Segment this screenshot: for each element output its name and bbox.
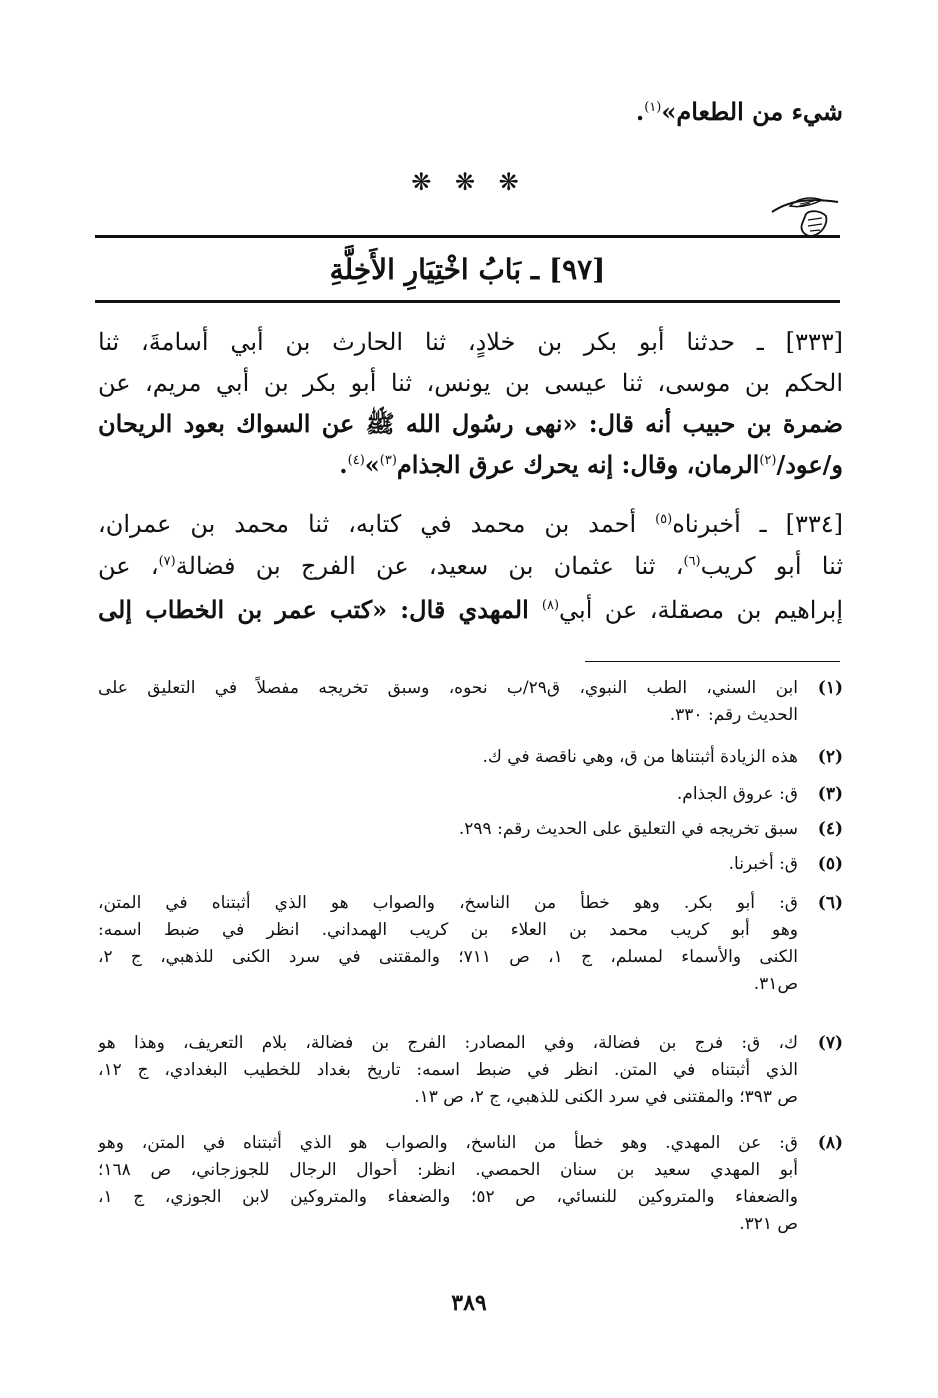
carry-over-text: شيء من الطعام» [661,97,843,126]
hadith-334-line-2: ثنا أبو كريب$^{(٦)}$، ثنا عثمان بن سعيد، عن الفرج بن فضالة$^{(٧)}$، عن [98,552,843,580]
footnote-number: (١) [817,678,843,698]
footnote: (٥) ق: أخبرنا. [98,851,843,878]
hadith-333-line-2: الحكم بن موسى، ثنا عيسى بن يونس، ثنا أبو بكر بن أبي مريم، عن [98,369,843,397]
carry-over-line: شيء من الطعام»$^{(١)}$. [635,97,843,126]
footnote: (٤) سبق تخريجه في التعليق على الحديث رقم: ٢٩٩. [98,816,843,843]
footnote-separator [585,661,840,662]
hadith-333-line-4: و/عود/$^{(٢)}$الرمان، وقال: إنه يحرك عرق الجذام$^{(٣)}$»$^{(٤)}$. [339,450,843,479]
footnote-ref: (٨) [541,598,560,613]
footnote-ref: (١) [644,100,662,115]
footnote-number: (٣) [817,784,843,804]
footnote-number: (٥) [817,854,843,874]
footnote-ref: (٢) [759,453,777,468]
footnote: (٧) ك، ق: فرج بن فضالة، وفي المصادر: الفرج بن فضالة، بلام التعريف، وهذا هو الذي أثبتناه في المتن. انظر في ضبط اسمه: تاريخ بغداد للخطيب البغدادي، ج ١٢، ص ٣٩٣؛ والمقتنى في سرد الكنى للذهبي، ج ٢، ص ١٣. [98,1030,843,1111]
footnote: (٢) هذه الزيادة أثبتناها من ق، وهي ناقصة في ك. [98,744,843,771]
footnote-ref: (٦) [683,554,701,569]
footnote-number: (٤) [817,819,843,839]
footnote: (١) ابن السني، الطب النبوي، ق٢٩/ب نحوه، وسبق تخريجه مفصلاً في التعليق على الحديث رقم: ٣٣٠. [98,675,843,729]
footnote-number: (٨) [817,1133,843,1153]
page-number: ٣٨٩ [451,1290,487,1316]
hadith-334-line-3: إبراهيم بن مصقلة، عن أبي$^{(٨)}$ المهدي قال: «كتب عمر بن الخطاب إلى [98,595,843,624]
footnote: (٦) ق: أبو بكر. وهو خطأ من الناسخ، والصواب هو الذي أثبتناه في المتن، وهو أبو كريب محمد بن العلاء بن كريب الهمداني. انظر في ضبط اسمه: الكنى والأسماء لمسلم، ج ١، ص ٧١١؛ والمقتنى في سرد الكنى للذهبي، ج ٢، ص٣١. [98,890,843,998]
footnote-number: (٢) [817,747,843,767]
footnote-ref: (٧) [158,554,176,569]
footnote-number: (٦) [817,893,843,913]
footnote: (٨) ق: عن المهدي. وهو خطأ من الناسخ، والصواب هو الذي أثبتناه في المتن، وهو أبو المهدي سعيد بن سنان الحمصي. انظر: أحوال الرجال للجوزجاني، ص ١٦٨؛ والضعفاء والمتروكين للنسائي، ص ٥٢؛ والضعفاء والمتروكين لابن الجوزي، ج ١، ص ٣٢١. [98,1130,843,1238]
footnote-ref: (٣) [379,453,397,468]
chapter-bottom-rule [95,300,840,303]
hadith-334-line-1: [٣٣٤] ـ أخبرناه$^{(٥)}$ أحمد بن محمد في كتابه، ثنا محمد بن عمران، [98,510,843,538]
chapter-title: [٩٧] ـ بَابُ اخْتِيَارِ الأَخِلَّةِ [329,253,606,286]
chapter-top-rule [95,235,840,238]
footnote-ref: (٥) [655,512,673,527]
footnote-ref: (٤) [347,453,365,468]
section-separator: ❋ ❋ ❋ [411,168,527,196]
footnote-number: (٧) [817,1033,843,1053]
hadith-333-line-3: ضمرة بن حبيب أنه قال: «نهى رسُول الله ﷺ عن السواك بعود الريحان [98,409,843,438]
footnote: (٣) ق: عروق الجذام. [98,781,843,808]
hadith-333-line-1: [٣٣٣] ـ حدثنا أبو بكر بن خلادٍ، ثنا الحارث بن أبي أسامةَ، ثنا [98,328,843,356]
